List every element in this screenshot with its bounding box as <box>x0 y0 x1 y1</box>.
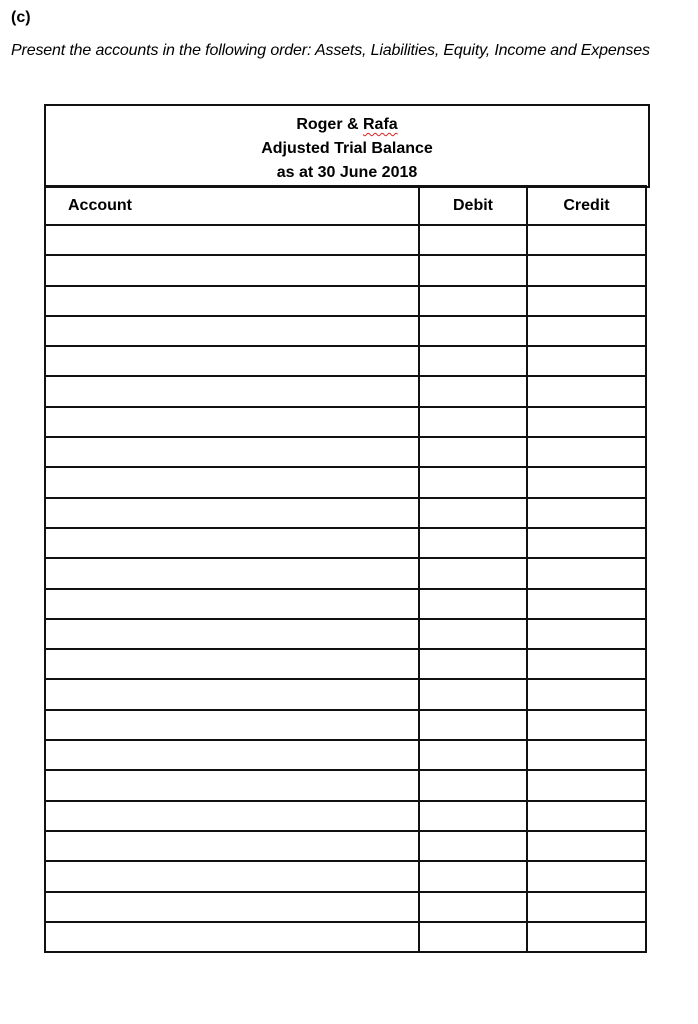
debit-cell[interactable] <box>419 770 527 800</box>
debit-cell[interactable] <box>419 467 527 497</box>
credit-cell[interactable] <box>527 467 646 497</box>
credit-cell[interactable] <box>527 558 646 588</box>
table-row <box>45 831 646 861</box>
account-cell[interactable] <box>45 316 419 346</box>
table-row <box>45 679 646 709</box>
account-cell[interactable] <box>45 255 419 285</box>
credit-cell[interactable] <box>527 801 646 831</box>
debit-cell[interactable] <box>419 376 527 406</box>
table-row <box>45 861 646 891</box>
table-row <box>45 467 646 497</box>
column-header-credit: Credit <box>527 186 646 225</box>
debit-cell[interactable] <box>419 710 527 740</box>
debit-cell[interactable] <box>419 740 527 770</box>
table-row <box>45 255 646 285</box>
debit-cell[interactable] <box>419 407 527 437</box>
table-row <box>45 376 646 406</box>
debit-cell[interactable] <box>419 922 527 952</box>
table-row <box>45 437 646 467</box>
account-cell[interactable] <box>45 437 419 467</box>
account-cell[interactable] <box>45 225 419 255</box>
account-cell[interactable] <box>45 679 419 709</box>
credit-cell[interactable] <box>527 286 646 316</box>
credit-cell[interactable] <box>527 346 646 376</box>
column-header-debit: Debit <box>419 186 527 225</box>
debit-cell[interactable] <box>419 286 527 316</box>
debit-cell[interactable] <box>419 346 527 376</box>
table-row <box>45 619 646 649</box>
report-date: as at 30 June 2018 <box>276 164 418 181</box>
trial-balance-table <box>44 185 647 953</box>
account-cell[interactable] <box>45 528 419 558</box>
table-row <box>45 649 646 679</box>
debit-cell[interactable] <box>419 316 527 346</box>
account-cell[interactable] <box>45 376 419 406</box>
account-cell[interactable] <box>45 589 419 619</box>
company-name-text: Roger & <box>296 116 363 133</box>
credit-cell[interactable] <box>527 861 646 891</box>
account-cell[interactable] <box>45 407 419 437</box>
debit-cell[interactable] <box>419 589 527 619</box>
credit-cell[interactable] <box>527 376 646 406</box>
debit-cell[interactable] <box>419 861 527 891</box>
credit-cell[interactable] <box>527 437 646 467</box>
table-row <box>45 740 646 770</box>
spellcheck-flagged-word: Rafa <box>362 116 398 133</box>
credit-cell[interactable] <box>527 255 646 285</box>
debit-cell[interactable] <box>419 498 527 528</box>
debit-cell[interactable] <box>419 831 527 861</box>
credit-cell[interactable] <box>527 589 646 619</box>
table-row <box>45 922 646 952</box>
credit-cell[interactable] <box>527 649 646 679</box>
table-row <box>45 225 646 255</box>
company-name <box>46 113 648 137</box>
debit-cell[interactable] <box>419 619 527 649</box>
column-header-account: Account <box>45 186 419 225</box>
debit-cell[interactable] <box>419 255 527 285</box>
debit-cell[interactable] <box>419 679 527 709</box>
account-cell[interactable] <box>45 861 419 891</box>
table-row <box>45 407 646 437</box>
account-cell[interactable] <box>45 649 419 679</box>
instruction-text: Present the accounts in the following order: Assets, Liabilities, Equity, Income and Expenses <box>11 42 650 59</box>
account-cell[interactable] <box>45 558 419 588</box>
report-title: Adjusted Trial Balance <box>261 140 433 157</box>
debit-cell[interactable] <box>419 801 527 831</box>
table-row <box>45 286 646 316</box>
table-row <box>45 528 646 558</box>
account-cell[interactable] <box>45 619 419 649</box>
table-row <box>45 710 646 740</box>
table-row <box>45 498 646 528</box>
account-cell[interactable] <box>45 801 419 831</box>
credit-cell[interactable] <box>527 316 646 346</box>
table-row <box>45 316 646 346</box>
table-header-row <box>45 186 646 225</box>
table-row <box>45 801 646 831</box>
credit-cell[interactable] <box>527 498 646 528</box>
account-cell[interactable] <box>45 286 419 316</box>
account-cell[interactable] <box>45 710 419 740</box>
account-cell[interactable] <box>45 892 419 922</box>
credit-cell[interactable] <box>527 679 646 709</box>
table-body <box>45 225 646 952</box>
debit-cell[interactable] <box>419 225 527 255</box>
account-cell[interactable] <box>45 740 419 770</box>
debit-cell[interactable] <box>419 528 527 558</box>
credit-cell[interactable] <box>527 922 646 952</box>
account-cell[interactable] <box>45 770 419 800</box>
table-row <box>45 892 646 922</box>
credit-cell[interactable] <box>527 407 646 437</box>
account-cell[interactable] <box>45 498 419 528</box>
debit-cell[interactable] <box>419 649 527 679</box>
credit-cell[interactable] <box>527 710 646 740</box>
credit-cell[interactable] <box>527 225 646 255</box>
trial-balance-title-box <box>44 104 650 188</box>
debit-cell[interactable] <box>419 437 527 467</box>
table-row <box>45 589 646 619</box>
credit-cell[interactable] <box>527 892 646 922</box>
account-cell[interactable] <box>45 922 419 952</box>
debit-cell[interactable] <box>419 558 527 588</box>
credit-cell[interactable] <box>527 619 646 649</box>
credit-cell[interactable] <box>527 740 646 770</box>
account-cell[interactable] <box>45 831 419 861</box>
account-cell[interactable] <box>45 346 419 376</box>
account-cell[interactable] <box>45 467 419 497</box>
credit-cell[interactable] <box>527 831 646 861</box>
table-row <box>45 346 646 376</box>
part-label: (c) <box>11 9 31 26</box>
debit-cell[interactable] <box>419 892 527 922</box>
table-row <box>45 558 646 588</box>
credit-cell[interactable] <box>527 528 646 558</box>
credit-cell[interactable] <box>527 770 646 800</box>
table-row <box>45 770 646 800</box>
